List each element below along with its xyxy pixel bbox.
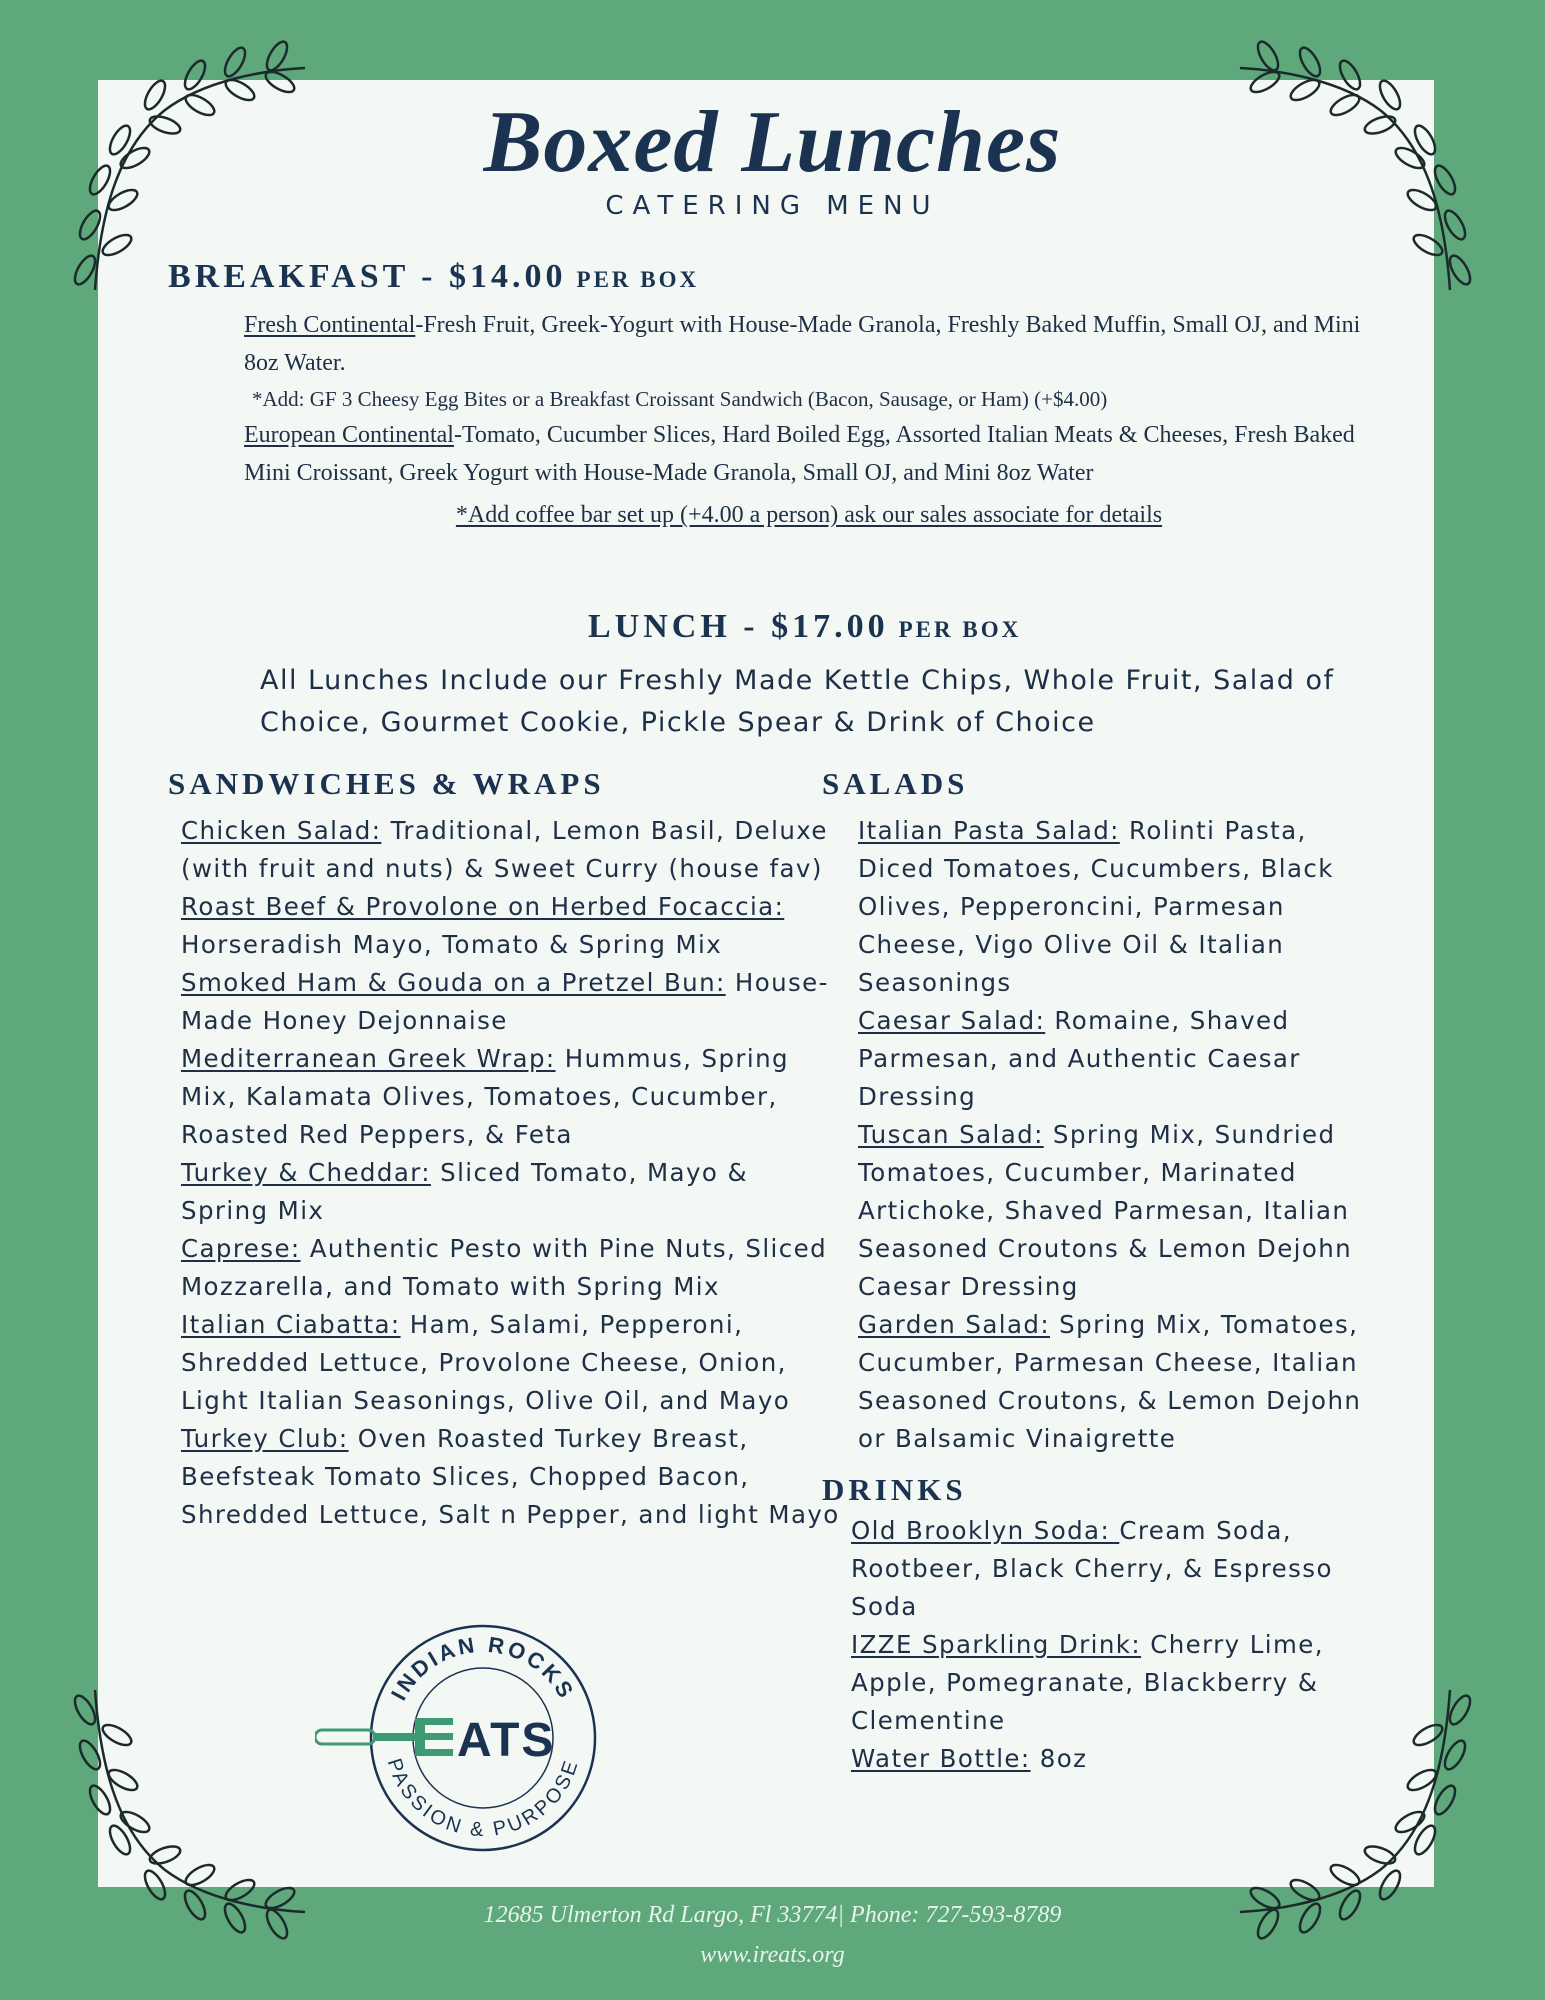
fresh-continental-desc: -Fresh Fruit, Greek-Yogurt with House-Made Granola, Freshly Baked Muffin, Small OJ, and Mini 8oz Water. bbox=[244, 312, 1361, 376]
coffee-note-text: *Add coffee bar set up (+4.00 a person) ask our sales associate for details bbox=[455, 502, 1163, 528]
menu-item-desc: Oven Roasted Turkey Breast, Beefsteak Tomato Slices, Chopped Bacon, Shredded Lettuce, Salt n Pepper, and light Mayo bbox=[181, 1424, 840, 1529]
menu-item-name: Old Brooklyn Soda: bbox=[851, 1516, 1120, 1545]
menu-item-desc: Traditional, Lemon Basil, Deluxe (with fruit and nuts) & Sweet Curry (house fav) bbox=[181, 816, 828, 883]
drinks-heading: DRINKS bbox=[822, 1472, 967, 1507]
menu-item bbox=[181, 1230, 841, 1306]
logo-main-text: ATS bbox=[457, 1714, 556, 1767]
menu-item bbox=[858, 1002, 1378, 1116]
menu-item-desc: Horseradish Mayo, Tomato & Spring Mix bbox=[181, 930, 723, 959]
page-subtitle: CATERING MENU bbox=[605, 191, 940, 221]
breakfast-per-box: PER BOX bbox=[576, 267, 700, 292]
lunch-intro: All Lunches Include our Freshly Made Kettle Chips, Whole Fruit, Salad of Choice, Gourmet Cookie, Pickle Spear & Drink of Choice bbox=[260, 665, 1335, 738]
breakfast-heading-text: BREAKFAST - $14.00 bbox=[168, 258, 567, 295]
menu-item bbox=[851, 1512, 1371, 1626]
menu-item-name: Chicken Salad: bbox=[181, 816, 382, 845]
menu-item-name: Italian Ciabatta: bbox=[181, 1310, 401, 1339]
fresh-continental-item bbox=[244, 306, 1374, 382]
menu-item-name: Mediterranean Greek Wrap: bbox=[181, 1044, 556, 1073]
menu-item-name: Roast Beef & Provolone on Herbed Focaccia: bbox=[181, 892, 785, 921]
menu-item bbox=[181, 1040, 841, 1154]
menu-item-desc: Spring Mix, Sundried Tomatoes, Cucumber, Marinated Artichoke, Shaved Parmesan, Italian Seasoned Croutons & Lemon Dejohn Caesar Dressing bbox=[858, 1120, 1353, 1301]
menu-item-name: Caprese: bbox=[181, 1234, 301, 1263]
menu-item-desc: House-Made Honey Dejonnaise bbox=[181, 968, 829, 1035]
coffee-note bbox=[244, 492, 1374, 534]
european-continental-name: European Continental bbox=[244, 422, 454, 448]
laurel-vine-icon bbox=[55, 1680, 315, 1940]
menu-item bbox=[858, 812, 1378, 1002]
menu-item-name: Turkey Club: bbox=[181, 1424, 349, 1453]
breakfast-details bbox=[244, 306, 1374, 534]
menu-item bbox=[181, 1420, 841, 1534]
menu-item bbox=[181, 888, 841, 964]
footer-website[interactable]: www.ireats.org bbox=[700, 1942, 845, 1968]
menu-item-desc: Cream Soda, Rootbeer, Black Cherry, & Espresso Soda bbox=[851, 1516, 1333, 1621]
footer-address: 12685 Ulmerton Rd Largo, Fl 33774| Phone: 727-593-8789 bbox=[483, 1902, 1062, 1928]
lunch-per-box: PER BOX bbox=[898, 617, 1022, 642]
lunch-heading-text: LUNCH - $17.00 bbox=[588, 608, 889, 645]
menu-item-desc: Authentic Pesto with Pine Nuts, Sliced Mozzarella, and Tomato with Spring Mix bbox=[181, 1234, 828, 1301]
menu-item bbox=[858, 1116, 1378, 1306]
menu-item-desc: Spring Mix, Tomatoes, Cucumber, Parmesan Cheese, Italian Seasoned Croutons, & Lemon Dejohn or Balsamic Vinaigrette bbox=[858, 1310, 1362, 1453]
sandwiches-heading: SANDWICHES & WRAPS bbox=[168, 766, 605, 801]
menu-item-desc: Hummus, Spring Mix, Kalamata Olives, Tomatoes, Cucumber, Roasted Red Peppers, & Feta bbox=[181, 1044, 789, 1149]
drink-list bbox=[851, 1512, 1371, 1778]
menu-item-desc: Romaine, Shaved Parmesan, and Authentic Caesar Dressing bbox=[858, 1006, 1301, 1111]
menu-item-name: Tuscan Salad: bbox=[858, 1120, 1044, 1149]
menu-item-desc: Sliced Tomato, Mayo & Spring Mix bbox=[181, 1158, 748, 1225]
menu-item-name: Italian Pasta Salad: bbox=[858, 816, 1120, 845]
svg-text:PASSION & PURPOSE bbox=[383, 1756, 584, 1842]
fork-icon bbox=[315, 1718, 453, 1756]
logo-bottom-text: PASSION & PURPOSE bbox=[382, 1755, 584, 1842]
salads-heading: SALADS bbox=[822, 766, 969, 801]
menu-item-desc: 8oz bbox=[1030, 1744, 1088, 1773]
lunch-heading bbox=[588, 608, 1021, 646]
menu-item-name: Water Bottle: bbox=[851, 1744, 1031, 1773]
menu-item-desc: Rolinti Pasta, Diced Tomatoes, Cucumbers, Black Olives, Pepperoncini, Parmesan Cheese, Vigo Olive Oil & Italian Seasonings bbox=[858, 816, 1334, 997]
menu-item bbox=[851, 1740, 1371, 1778]
menu-item-name: Caesar Salad: bbox=[858, 1006, 1046, 1035]
menu-item-name: Garden Salad: bbox=[858, 1310, 1050, 1339]
sandwich-list bbox=[181, 812, 841, 1534]
indian-rocks-eats-logo bbox=[315, 1620, 635, 1860]
menu-item bbox=[181, 1306, 841, 1420]
menu-item-name: Smoked Ham & Gouda on a Pretzel Bun: bbox=[181, 968, 726, 997]
menu-item bbox=[181, 1154, 841, 1230]
menu-item-desc: Ham, Salami, Pepperoni, Shredded Lettuce, Provolone Cheese, Onion, Light Italian Seasonings, Olive Oil, and Mayo bbox=[181, 1310, 791, 1415]
menu-item bbox=[858, 1306, 1378, 1458]
page-title: Boxed Lunches bbox=[483, 94, 1062, 191]
menu-item-name: IZZE Sparkling Drink: bbox=[851, 1630, 1142, 1659]
fresh-continental-name: Fresh Continental bbox=[244, 312, 416, 338]
european-continental-item bbox=[244, 416, 1374, 492]
european-continental-desc: -Tomato, Cucumber Slices, Hard Boiled Egg, Assorted Italian Meats & Cheeses, Fresh Baked Mini Croissant, Greek Yogurt with House-Made Granola, Small OJ, and Mini 8oz Water bbox=[244, 422, 1355, 486]
menu-item-name: Turkey & Cheddar: bbox=[181, 1158, 431, 1187]
breakfast-addon: *Add: GF 3 Cheesy Egg Bites or a Breakfast Croissant Sandwich (Bacon, Sausage, or Ham) (+$4.00) bbox=[252, 387, 1108, 411]
menu-item bbox=[851, 1626, 1371, 1740]
breakfast-heading bbox=[168, 258, 699, 296]
logo-top-text: INDIAN ROCKS bbox=[385, 1631, 580, 1705]
salad-list bbox=[858, 812, 1378, 1458]
menu-item bbox=[181, 812, 841, 888]
menu-item-desc: Cherry Lime, Apple, Pomegranate, Blackberry & Clementine bbox=[851, 1630, 1324, 1735]
menu-item bbox=[181, 964, 841, 1040]
